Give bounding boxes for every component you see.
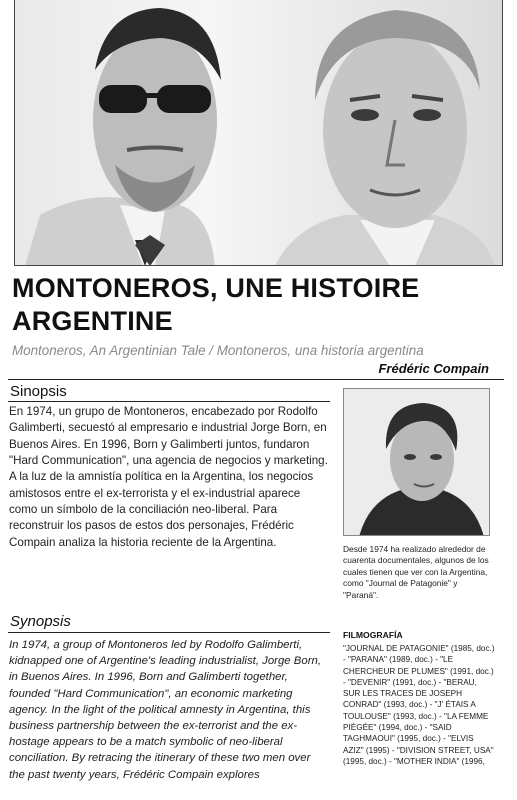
synopsis-body: In 1974, a group of Montoneros led by Rodolfo Galimberti, kidnapped one of Argentine's leading industrialist, Jorge Born, in Buenos Aires. In 1996, Born and Galimberti together, founded "Hard Communication", an economic marketing agency. In the light of the political amnesty in Argentina, this business partnership between the ex-terrorist and the ex-hostage appears to be a match symbolic of neo-liberal conciliation. By retracing the itinerary of these two men over the past twenty years, Frédéric Compain explores: [9, 639, 322, 781]
film-title-line1: MONTONEROS, UNE HISTOIRE: [12, 273, 420, 303]
film-title: [12, 272, 502, 338]
director-name: Frédéric Compain: [378, 361, 489, 376]
synopsis-heading: Synopsis: [10, 613, 71, 630]
alternate-titles: Montoneros, An Argentinian Tale / Montoneros, una historia argentina: [12, 343, 424, 358]
filmography-list: "JOURNAL DE PATAGONIE" (1985, doc.) - "PARANA" (1989, doc.) - "LE CHERCHEUR DE PLUMES" (1991, doc.) - "DEVENIR" (1991, doc.) - "BERAU, SUR LES TRACES DE JOSEPH CONRAD" (1993, doc.) - "J' ÉTAIS A TOULOUSE" (1993, doc.) - "LA FEMME PIÉGÉE" (1994, doc.) - "SAID TAGHMAOUI" (1995, doc.) - "ELVIS AZIZ" (1995) - "DIVISION STREET, USA" (1995, doc.) - "MOTHER INDIA" (1996,: [343, 644, 495, 766]
two-men-photo: [15, 0, 503, 266]
sinopsis-heading: Sinopsis: [10, 383, 67, 400]
director-photo: [344, 389, 490, 536]
header-photo: [14, 0, 503, 266]
director-bio: Desde 1974 ha realizado alrededor de cuarenta documentales, algunos de los cuales tienen que ver con la Argentina, como "Journal de Patagonie" y "Paraná".: [343, 544, 489, 600]
sinopsis-body: En 1974, un grupo de Montoneros, encabezado por Rodolfo Galimberti, secuestó al empresario e industrial Jorge Born, en Buenos Aires. En 1996, Born y Galimberti juntos, fundaron "Hard Communication", una agencia de negocios y marketing. A la luz de la amnistía política en la Argentina, los negocios amistosos entre el ex-terrorista y el ex-industrial aparece como un símbolo de la conciliación neo-liberal. Para reconstruir los pasos de estos dos personajes, Frédéric Compain analiza la historia reciente de la Argentina.: [9, 405, 328, 549]
divider-rule: [8, 379, 504, 380]
right-man-figure: [275, 10, 495, 266]
left-man-figure: [25, 8, 221, 266]
filmography-heading: FILMOGRAFÍA: [343, 630, 403, 640]
film-title-line2: ARGENTINE: [12, 306, 173, 336]
synopsis-underline: [8, 632, 330, 633]
director-portrait: [343, 388, 490, 536]
sinopsis-underline: [8, 401, 330, 402]
